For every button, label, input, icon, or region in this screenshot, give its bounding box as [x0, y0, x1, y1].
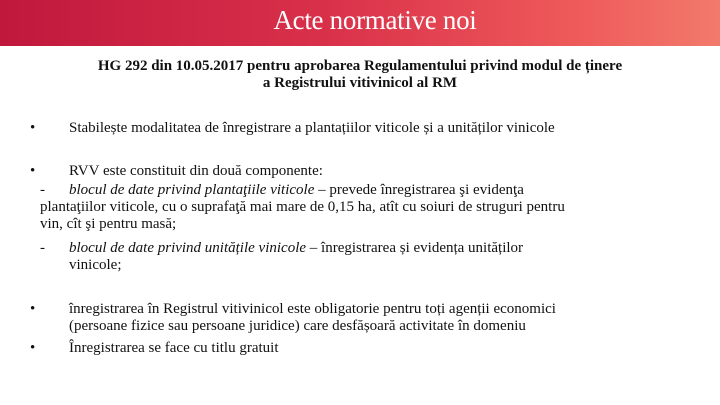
bullet-marker: •	[30, 340, 36, 356]
list-item-text: Înregistrarea se face cu titlu gratuit	[69, 340, 279, 356]
sub-item-italic: blocul de date privind plantaţiile viticole	[69, 182, 315, 198]
bullet-marker: •	[30, 163, 36, 179]
slide-title: Acte normative noi	[273, 5, 477, 35]
heading-line-2: a Registrului vitivinicol al RM	[262, 75, 458, 91]
dash-marker: -	[40, 182, 45, 198]
sub-item-line	[69, 240, 523, 257]
bullet-marker: •	[30, 120, 36, 136]
heading-line-1: HG 292 din 10.05.2017 pentru aprobarea Regulamentului privind modul de ținere	[97, 58, 623, 74]
document-heading	[20, 58, 700, 92]
sub-item-rest: – înregistrarea și evidența unităților	[306, 240, 524, 256]
list-item-text: înregistrarea în Registrul vitivinicol este obligatorie pentru toți agenții economici	[69, 301, 556, 317]
sub-item-line: vinicole;	[69, 257, 122, 273]
title-banner	[0, 0, 720, 46]
sub-item-line	[69, 182, 524, 199]
sub-item-rest: – prevede înregistrarea şi evidenţa	[314, 182, 524, 198]
sub-item-line: plantaţiilor viticole, cu o suprafaţă mai mare de 0,15 ha, atît cu soiuri de struguri pentru	[40, 199, 565, 215]
list-item-text: RVV este constituit din două componente:	[69, 163, 323, 179]
sub-item-italic: blocul de date privind unitățile vinicole	[69, 240, 307, 256]
list-item-text: (persoane fizice sau persoane juridice) care desfășoară activitate în domeniu	[69, 318, 526, 334]
dash-marker: -	[40, 240, 45, 256]
bullet-marker: •	[30, 301, 36, 317]
sub-item-line: vin, cît şi pentru masă;	[40, 216, 177, 232]
list-item-text: Stabilește modalitatea de înregistrare a plantațiilor viticole și a unităților vinicole	[69, 120, 555, 136]
